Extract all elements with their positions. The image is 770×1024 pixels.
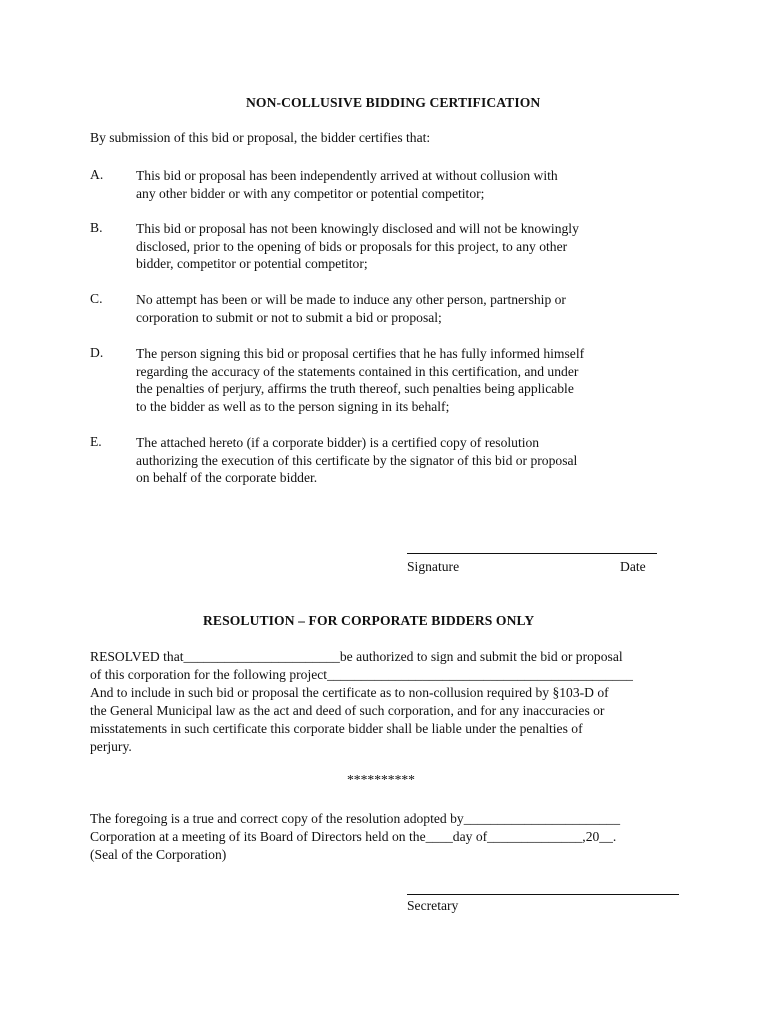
item-letter: E.	[90, 434, 102, 449]
resolution-line: misstatements in such certificate this corporate bidder shall be liable under the penalties of	[90, 721, 583, 736]
secretary-signature-line[interactable]	[407, 894, 679, 895]
item-line: on behalf of the corporate bidder.	[136, 470, 318, 486]
resolution-line: perjury.	[90, 739, 132, 754]
item-line: regarding the accuracy of the statements contained in this certification, and under	[136, 363, 579, 379]
seal-label: (Seal of the Corporation)	[90, 847, 227, 862]
item-line: This bid or proposal has not been knowingly disclosed and will not be knowingly	[136, 221, 579, 236]
resolution-line: of this corporation for the following project_____________________________________________	[90, 667, 633, 682]
item-line: corporation to submit or not to submit a bid or proposal;	[136, 309, 442, 325]
item-line: This bid or proposal has been independently arrived at without collusion with	[136, 168, 558, 183]
signature-line[interactable]	[407, 553, 657, 554]
item-line: The attached hereto (if a corporate bidder) is a certified copy of resolution	[136, 435, 540, 450]
item-text	[136, 291, 646, 326]
resolution-title: RESOLUTION – FOR CORPORATE BIDDERS ONLY	[203, 613, 535, 628]
item-letter: D.	[90, 345, 104, 360]
resolution-line: And to include in such bid or proposal the certificate as to non-collusion required by §103-D of	[90, 685, 609, 700]
closing-line: Corporation at a meeting of its Board of Directors held on the____day of______________,20__.	[90, 829, 617, 844]
item-line: bidder, competitor or potential competitor;	[136, 256, 368, 272]
secretary-label: Secretary	[407, 898, 459, 913]
item-line: No attempt has been or will be made to induce any other person, partnership or	[136, 292, 566, 307]
item-line: The person signing this bid or proposal certifies that he has fully informed himself	[136, 346, 585, 361]
resolution-line: RESOLVED that_______________________be authorized to sign and submit the bid or proposal	[90, 649, 623, 664]
item-letter: C.	[90, 291, 103, 306]
item-line: authorizing the execution of this certificate by the signator of this bid or proposal	[136, 452, 578, 468]
item-letter: A.	[90, 167, 104, 182]
item-text	[136, 345, 646, 415]
item-line: disclosed, prior to the opening of bids or proposals for this project, to any other	[136, 238, 568, 254]
item-line: the penalties of perjury, affirms the truth thereof, such penalties being applicable	[136, 381, 574, 397]
item-text	[136, 167, 646, 202]
signature-label: Signature	[407, 559, 460, 574]
item-letter: B.	[90, 220, 103, 235]
item-line: any other bidder or with any competitor or potential competitor;	[136, 185, 485, 201]
certification-title: NON-COLLUSIVE BIDDING CERTIFICATION	[246, 95, 541, 110]
item-line: to the bidder as well as to the person signing in its behalf;	[136, 398, 450, 414]
item-text	[136, 434, 646, 487]
item-text	[136, 220, 646, 273]
closing-line: The foregoing is a true and correct copy of the resolution adopted by_______________________	[90, 811, 621, 826]
resolution-line: the General Municipal law as the act and deed of such corporation, and for any inaccuracies or	[90, 703, 605, 718]
date-label: Date	[620, 559, 646, 574]
certification-intro: By submission of this bid or proposal, the bidder certifies that:	[90, 130, 431, 145]
separator-asterisks: **********	[347, 772, 415, 787]
